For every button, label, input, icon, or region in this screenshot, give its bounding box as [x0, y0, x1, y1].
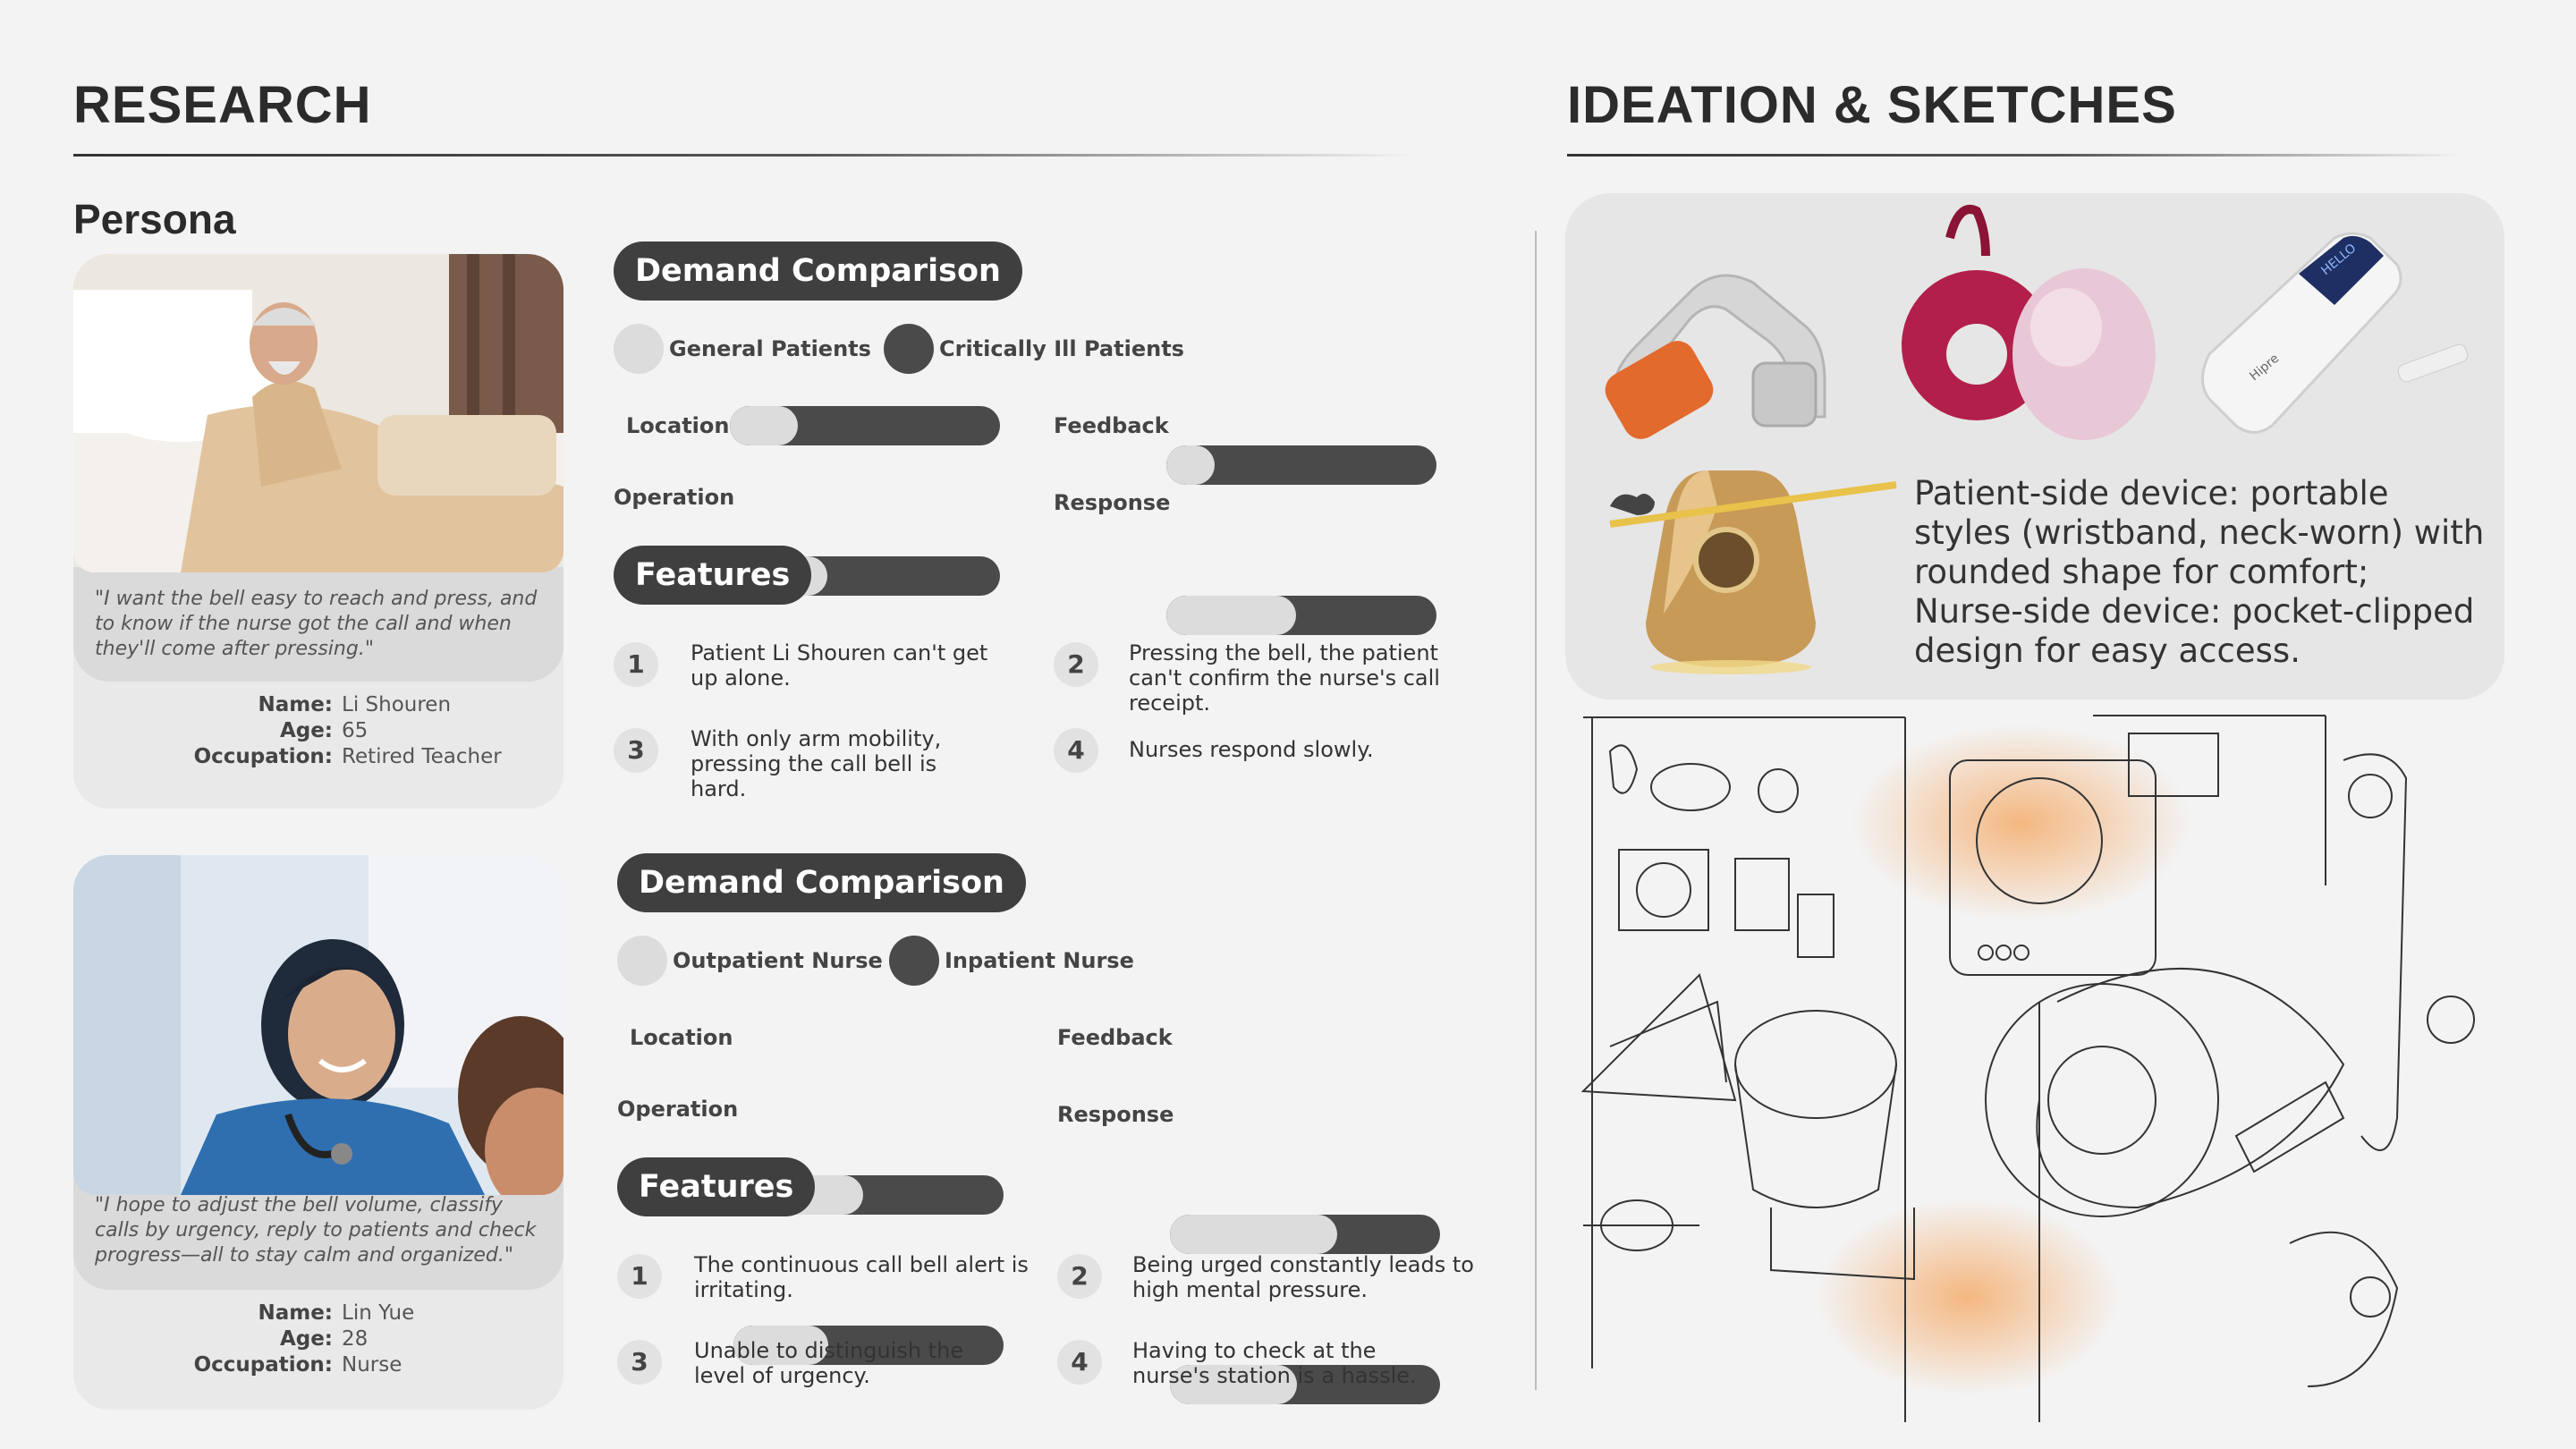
bar-label-response: Response [1057, 1102, 1174, 1127]
nurse-quote: "I hope to adjust the bell volume, classify calls by urgency, reply to patients and check progress—all to stay calm and organized." [73, 1174, 564, 1290]
features-pill-1: Features [614, 546, 811, 605]
bar-feedback [1170, 1215, 1440, 1254]
patient-age: 65 [342, 719, 369, 742]
persona-heading: Persona [73, 196, 236, 242]
nurse-info [73, 1301, 564, 1378]
patient-photo [73, 254, 564, 572]
legend-inpatient-nurse [889, 936, 1134, 986]
demand-comparison-pill-2: Demand Comparison [617, 853, 1026, 912]
feature-number: 3 [617, 1340, 662, 1385]
legend-label: Inpatient Nurse [945, 948, 1134, 973]
bar-location [730, 406, 1000, 445]
demand-comparison-pill-1: Demand Comparison [614, 242, 1022, 301]
feature-text: Patient Li Shouren can't get up alone. [691, 640, 988, 691]
nurse-name: Lin Yue [342, 1301, 415, 1325]
legend-label: Outpatient Nurse [673, 948, 883, 973]
nurse-pager-render [2191, 220, 2496, 444]
pager-brand-text: Hipre [2247, 351, 2283, 385]
bar-response [1166, 596, 1436, 635]
feature-text: Pressing the bell, the patient can't confirm the nurse's call receipt. [1129, 640, 1440, 716]
ideation-title: IDEATION & SKETCHES [1567, 76, 2177, 134]
ideation-description: Patient-side device: portable styles (wristband, neck-worn) with rounded shape for comfort; Nurse-side device: pocket-clipped design for easy access. [1914, 474, 2485, 670]
feature-text: Having to check at the nurse's station is a hassle. [1132, 1338, 1417, 1388]
nurse-occupation: Nurse [342, 1353, 402, 1377]
bar-fill [730, 406, 798, 445]
wristband-render [1583, 229, 1852, 444]
bar-feedback [1166, 445, 1436, 485]
legend-outpatient-nurse [617, 936, 883, 986]
feature-text: Nurses respond slowly. [1129, 737, 1374, 762]
device-render-panel [1565, 193, 2504, 699]
patient-quote: "I want the bell easy to reach and press, and to know if the nurse got the call and when they'll come after pressing." [73, 567, 564, 682]
feature-number: 1 [614, 642, 658, 687]
pager-screen-text: HELLO [2318, 241, 2360, 279]
sketch-area [1556, 707, 2531, 1422]
ideation-divider [1567, 154, 2462, 157]
feature-number: 4 [1054, 728, 1098, 773]
age-label: Age: [279, 1327, 333, 1351]
legend-general-patients [614, 324, 871, 374]
neck-pendant-render [1896, 202, 2182, 453]
patient-info [73, 692, 564, 770]
name-label: Name: [258, 693, 333, 716]
research-divider [73, 154, 1415, 157]
bar-label-location: Location [630, 1025, 733, 1050]
bar-label-location: Location [626, 413, 730, 438]
feature-text: The continuous call bell alert is irritating. [694, 1252, 1029, 1302]
section-divider [1535, 231, 1537, 1390]
nurse-age: 28 [342, 1327, 369, 1351]
feature-number: 3 [614, 728, 658, 773]
age-label: Age: [279, 719, 333, 742]
patient-name: Li Shouren [342, 693, 452, 716]
bar-label-response: Response [1054, 490, 1171, 515]
dark-swatch [889, 936, 939, 986]
feature-number: 2 [1054, 642, 1098, 687]
feature-number: 4 [1057, 1340, 1102, 1385]
bar-label-feedback: Feedback [1057, 1025, 1173, 1050]
bar-fill [1170, 1215, 1337, 1254]
legend-label: General Patients [669, 336, 871, 361]
occupation-label: Occupation: [193, 745, 333, 768]
occupation-label: Occupation: [193, 1353, 333, 1377]
bar-label-feedback: Feedback [1054, 413, 1169, 438]
patient-occupation: Retired Teacher [342, 745, 502, 768]
light-swatch [617, 936, 667, 986]
persona-card-patient [73, 254, 564, 809]
persona-card-nurse [73, 855, 564, 1410]
feature-text: With only arm mobility, pressing the call bell is hard. [691, 726, 942, 801]
features-pill-2: Features [617, 1157, 815, 1216]
feature-number: 1 [617, 1254, 662, 1299]
bar-label-operation: Operation [614, 485, 735, 510]
bar-fill [1166, 445, 1215, 485]
research-title: RESEARCH [73, 76, 372, 134]
feature-number: 2 [1057, 1254, 1102, 1299]
light-swatch [614, 324, 664, 374]
feature-text: Unable to distinguish the level of urgency. [694, 1338, 964, 1388]
feature-text: Being urged constantly leads to high mental pressure. [1132, 1252, 1474, 1302]
legend-label: Critically Ill Patients [939, 336, 1184, 361]
nurse-photo [73, 855, 564, 1195]
legend-critically-ill [884, 324, 1184, 374]
bar-fill [1166, 596, 1296, 635]
base-station-render [1592, 453, 1914, 685]
dark-swatch [884, 324, 934, 374]
name-label: Name: [258, 1301, 333, 1325]
bar-label-operation: Operation [617, 1097, 739, 1122]
